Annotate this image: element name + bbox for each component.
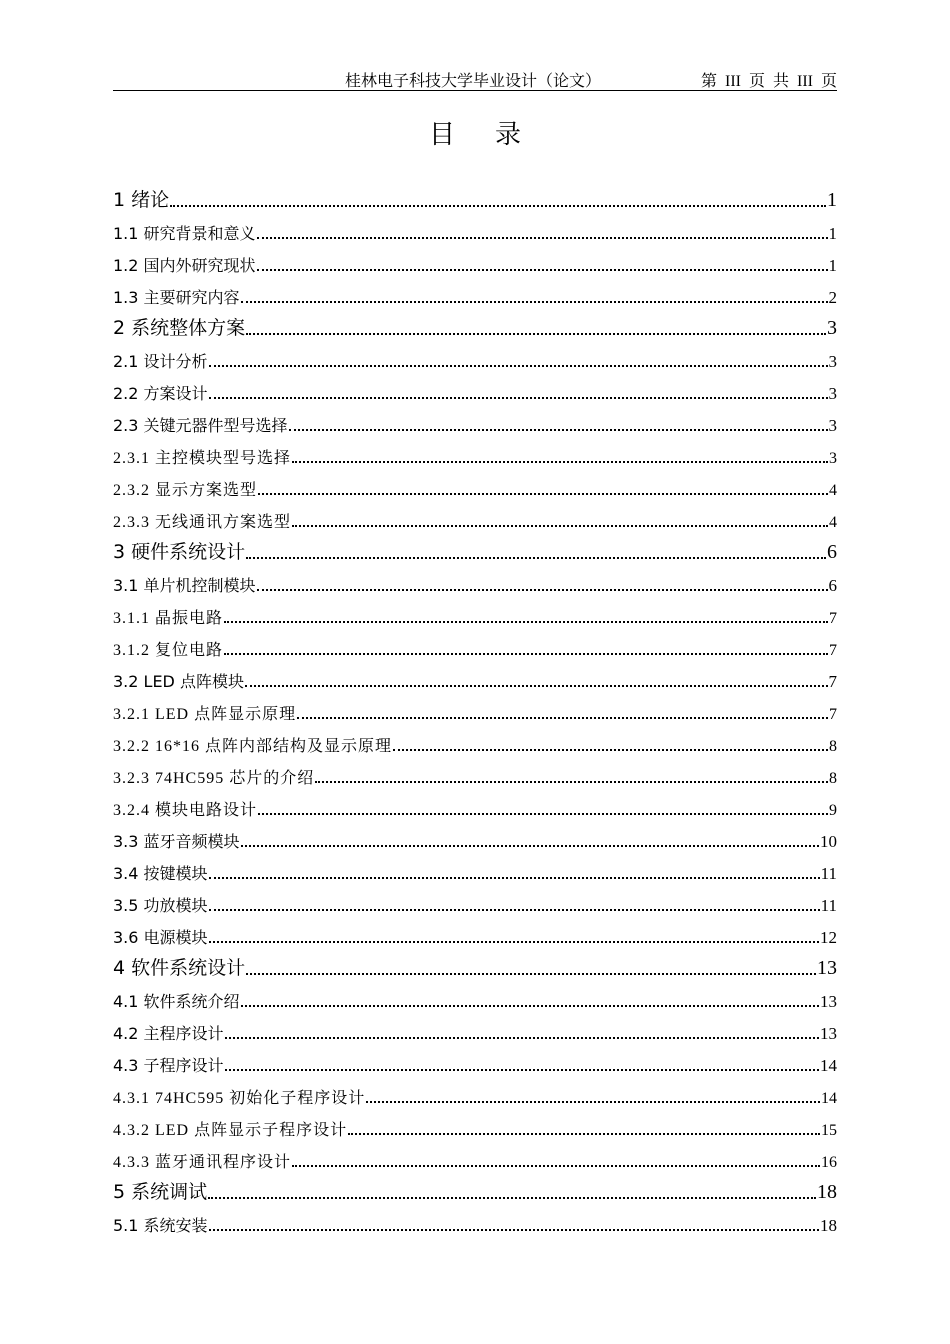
toc-entry-title: 3.5 功放模块 <box>113 896 208 915</box>
dot-leader <box>258 812 828 815</box>
dot-leader <box>208 1196 816 1199</box>
dot-leader <box>245 684 828 687</box>
toc-entry-page: 12 <box>820 928 837 947</box>
toc-entry-page: 9 <box>829 802 837 819</box>
dot-leader <box>224 620 828 623</box>
toc-entry-title: 3.2.3 74HC595 芯片的介绍 <box>113 770 315 787</box>
toc-entry[interactable] <box>113 724 837 756</box>
dot-leader <box>209 396 828 399</box>
toc-entry[interactable] <box>113 596 837 628</box>
toc-entry-page: 3 <box>827 317 837 339</box>
dot-leader <box>209 908 820 911</box>
toc-entry-page: 6 <box>828 576 837 595</box>
dot-leader <box>209 364 828 367</box>
toc-entry[interactable] <box>113 180 837 212</box>
toc-entry[interactable] <box>113 916 837 948</box>
toc-entry-title: 1.1 研究背景和意义 <box>113 224 256 243</box>
toc-entry-title: 4.2 主程序设计 <box>113 1024 224 1043</box>
toc-entry-title: 3 硬件系统设计 <box>113 541 246 563</box>
toc-entry-title: 2.1 设计分析 <box>113 352 208 371</box>
toc-entry-title: 3.1 单片机控制模块 <box>113 576 256 595</box>
toc-entry[interactable] <box>113 1012 837 1044</box>
toc-entry-page: 18 <box>817 1181 837 1203</box>
toc-entry[interactable] <box>113 468 837 500</box>
toc-entry-title: 5 系统调试 <box>113 1181 208 1203</box>
toc-entry-title: 3.2.4 模块电路设计 <box>113 802 258 819</box>
toc-entry-page: 1 <box>827 189 837 211</box>
toc-entry-title: 4.3.3 蓝牙通讯程序设计 <box>113 1154 292 1171</box>
dot-leader <box>292 1164 820 1167</box>
toc-entry-page: 7 <box>829 610 837 627</box>
toc-entry[interactable] <box>113 820 837 852</box>
dot-leader <box>292 460 828 463</box>
toc-entry-title: 4.3 子程序设计 <box>113 1056 224 1075</box>
toc-entry[interactable] <box>113 276 837 308</box>
dot-leader <box>246 972 816 975</box>
toc-entry-title: 3.1.1 晶振电路 <box>113 610 224 627</box>
dot-leader <box>289 428 828 431</box>
toc-entry-page: 18 <box>820 1216 837 1235</box>
dot-leader <box>348 1132 820 1135</box>
toc-entry-title: 2.2 方案设计 <box>113 384 208 403</box>
toc-entry-page: 3 <box>828 384 837 403</box>
toc-entry[interactable] <box>113 884 837 916</box>
toc-entry[interactable] <box>113 212 837 244</box>
dot-leader <box>257 588 828 591</box>
toc-entry-page: 3 <box>828 416 837 435</box>
toc-entry[interactable] <box>113 788 837 820</box>
toc-entry[interactable] <box>113 628 837 660</box>
toc-entry[interactable] <box>113 564 837 596</box>
toc-entry-title: 2.3 关键元器件型号选择 <box>113 416 288 435</box>
toc-entry-title: 3.2 LED 点阵模块 <box>113 672 244 691</box>
toc-entry-page: 13 <box>820 992 837 1011</box>
header-page-info: 第 III 页 共 III 页 <box>701 73 837 90</box>
toc-entry-title: 2 系统整体方案 <box>113 317 246 339</box>
dot-leader <box>241 300 828 303</box>
toc-entry-page: 16 <box>821 1154 837 1171</box>
toc-entry[interactable] <box>113 980 837 1012</box>
toc-entry[interactable] <box>113 404 837 436</box>
toc-entry-page: 15 <box>821 1122 837 1139</box>
toc-entry-title: 4 软件系统设计 <box>113 957 246 979</box>
toc-entry-page: 1 <box>828 224 837 243</box>
toc-entry[interactable] <box>113 692 837 724</box>
toc-entry[interactable] <box>113 756 837 788</box>
toc-entry[interactable] <box>113 1044 837 1076</box>
toc-entry-title: 3.3 蓝牙音频模块 <box>113 832 240 851</box>
toc-entry-page: 4 <box>829 482 837 499</box>
dot-leader <box>257 236 828 239</box>
toc-entry-page: 14 <box>820 1056 837 1075</box>
toc-entry-page: 13 <box>817 957 837 979</box>
dot-leader <box>246 556 826 559</box>
dot-leader <box>209 876 820 879</box>
toc-entry-title: 2.3.2 显示方案选型 <box>113 482 258 499</box>
toc-entry-page: 11 <box>820 896 837 915</box>
dot-leader <box>225 1036 819 1039</box>
toc-entry[interactable] <box>113 1204 837 1236</box>
table-of-contents <box>113 180 837 1236</box>
toc-entry[interactable] <box>113 308 837 340</box>
toc-entry[interactable] <box>113 500 837 532</box>
toc-entry-title: 3.6 电源模块 <box>113 928 208 947</box>
dot-leader <box>170 204 826 207</box>
dot-leader <box>258 492 828 495</box>
page-header <box>113 68 837 91</box>
toc-entry[interactable] <box>113 1140 837 1172</box>
toc-entry-title: 2.3.1 主控模块型号选择 <box>113 450 292 467</box>
dot-leader <box>292 524 828 527</box>
toc-entry[interactable] <box>113 1172 837 1204</box>
toc-entry-page: 3 <box>828 352 837 371</box>
toc-entry-title: 1.3 主要研究内容 <box>113 288 240 307</box>
toc-entry-title: 4.3.2 LED 点阵显示子程序设计 <box>113 1122 348 1139</box>
dot-leader <box>393 748 828 751</box>
toc-entry-title: 4.1 软件系统介绍 <box>113 992 240 1011</box>
toc-entry[interactable] <box>113 532 837 564</box>
toc-entry[interactable] <box>113 1076 837 1108</box>
toc-entry-title: 4.3.1 74HC595 初始化子程序设计 <box>113 1090 366 1107</box>
toc-entry-title: 1 绪论 <box>113 189 170 211</box>
toc-entry-page: 1 <box>828 256 837 275</box>
toc-entry-title: 3.2.1 LED 点阵显示原理 <box>113 706 297 723</box>
header-school-title: 桂林电子科技大学毕业设计（论文） <box>345 73 602 90</box>
dot-leader <box>315 780 828 783</box>
toc-entry-page: 14 <box>821 1090 837 1107</box>
toc-entry-page: 7 <box>829 642 837 659</box>
toc-title: 目录 <box>428 120 561 149</box>
dot-leader <box>257 268 828 271</box>
toc-entry-title: 3.1.2 复位电路 <box>113 642 224 659</box>
toc-entry-page: 11 <box>820 864 837 883</box>
dot-leader <box>366 1100 820 1103</box>
toc-entry-page: 8 <box>829 738 837 755</box>
dot-leader <box>209 940 819 943</box>
toc-entry[interactable] <box>113 948 837 980</box>
dot-leader <box>209 1228 819 1231</box>
toc-entry-title: 2.3.3 无线通讯方案选型 <box>113 514 292 531</box>
toc-entry-title: 3.2.2 16*16 点阵内部结构及显示原理 <box>113 738 393 755</box>
toc-entry[interactable] <box>113 660 837 692</box>
toc-entry-page: 13 <box>820 1024 837 1043</box>
toc-entry[interactable] <box>113 852 837 884</box>
toc-entry-page: 3 <box>829 450 837 467</box>
dot-leader <box>297 716 828 719</box>
dot-leader <box>241 844 819 847</box>
dot-leader <box>225 1068 819 1071</box>
toc-entry-title: 1.2 国内外研究现状 <box>113 256 256 275</box>
toc-entry-page: 4 <box>829 514 837 531</box>
toc-entry-page: 6 <box>827 541 837 563</box>
dot-leader <box>224 652 828 655</box>
toc-entry-page: 8 <box>829 770 837 787</box>
toc-entry-page: 7 <box>829 706 837 723</box>
toc-entry[interactable] <box>113 1108 837 1140</box>
toc-entry-page: 2 <box>828 288 837 307</box>
toc-entry[interactable] <box>113 244 837 276</box>
toc-entry[interactable] <box>113 340 837 372</box>
toc-entry[interactable] <box>113 372 837 404</box>
toc-entry-title: 3.4 按键模块 <box>113 864 208 883</box>
dot-leader <box>241 1004 819 1007</box>
toc-entry-page: 7 <box>828 672 837 691</box>
toc-entry-page: 10 <box>820 832 837 851</box>
toc-entry[interactable] <box>113 436 837 468</box>
toc-entry-title: 5.1 系统安装 <box>113 1216 208 1235</box>
dot-leader <box>246 332 826 335</box>
